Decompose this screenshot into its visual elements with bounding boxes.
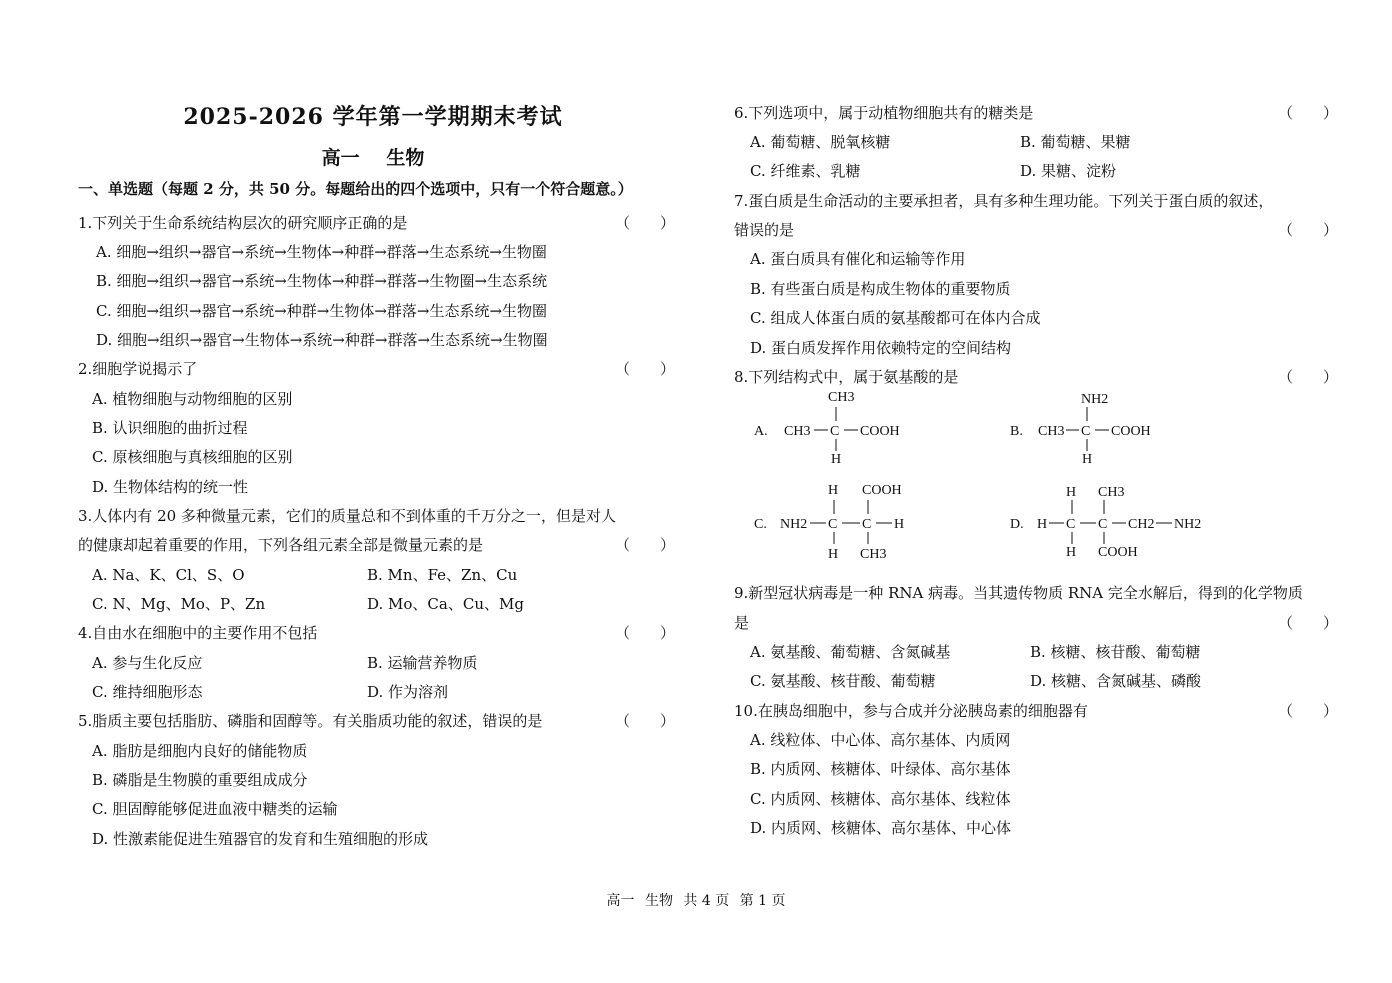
q8-b-center: C bbox=[1081, 424, 1091, 439]
q8-d-c2: C bbox=[1098, 517, 1108, 532]
exam-title: 2025-2026 学年第一学期期末考试 bbox=[183, 104, 563, 130]
footer-grade: 高一 bbox=[606, 893, 635, 909]
q1-option-a: A. 细胞→组织→器官→系统→生物体→种群→群落→生态系统→生物圈 bbox=[96, 243, 547, 261]
q9-stem-line1: 9.新型冠状病毒是一种 RNA 病毒。当其遗传物质 RNA 完全水解后，得到的化学物质 bbox=[734, 584, 1303, 602]
q8-answer-blank: （ ） bbox=[1278, 368, 1339, 386]
q2-stem: 2.细胞学说揭示了 bbox=[78, 360, 198, 378]
q10-option-c: C. 内质网、核糖体、高尔基体、线粒体 bbox=[750, 790, 1011, 808]
q4-option-b: B. 运输营养物质 bbox=[367, 654, 478, 672]
q8-b-bottom: H bbox=[1082, 452, 1093, 467]
q2-option-c: C. 原核细胞与真核细胞的区别 bbox=[92, 448, 293, 466]
q5-option-b: B. 磷脂是生物膜的重要组成成分 bbox=[92, 771, 308, 789]
q8-d-top1: H bbox=[1066, 485, 1077, 500]
q9-option-a: A. 氨基酸、葡萄糖、含氮碱基 bbox=[750, 643, 951, 661]
q1-option-d: D. 细胞→组织→器官→生物体→系统→种群→群落→生态系统→生物圈 bbox=[96, 331, 548, 349]
q5-option-d: D. 性激素能促进生殖器官的发育和生殖细胞的形成 bbox=[92, 830, 429, 848]
q8-b-left: CH3 bbox=[1038, 424, 1065, 439]
q8-b-right: COOH bbox=[1111, 424, 1151, 439]
page-footer bbox=[0, 890, 1392, 910]
q4-answer-blank: （ ） bbox=[615, 624, 676, 642]
q8-option-c-structure bbox=[750, 478, 950, 568]
q3-answer-blank: （ ） bbox=[615, 536, 676, 554]
q8-c-c1: C bbox=[828, 517, 838, 532]
q8-b-label: B. bbox=[1010, 424, 1023, 439]
q6-option-d: D. 果糖、淀粉 bbox=[1020, 162, 1117, 180]
q3-option-c: C. N、Mg、Mo、P、Zn bbox=[92, 595, 266, 613]
q10-option-b: B. 内质网、核糖体、叶绿体、高尔基体 bbox=[750, 760, 1011, 778]
q7-option-c: C. 组成人体蛋白质的氨基酸都可在体内合成 bbox=[750, 309, 1041, 327]
q9-option-c: C. 氨基酸、核苷酸、葡萄糖 bbox=[750, 672, 936, 690]
q2-option-d: D. 生物体结构的统一性 bbox=[92, 478, 249, 496]
q8-a-bottom: H bbox=[831, 452, 842, 467]
q8-option-d-structure bbox=[1006, 478, 1226, 568]
q3-option-a: A. Na、K、Cl、S、O bbox=[92, 566, 245, 584]
q8-c-right: H bbox=[894, 517, 905, 532]
q4-option-a: A. 参与生化反应 bbox=[92, 654, 203, 672]
q8-c-top1: H bbox=[828, 483, 839, 498]
q8-d-top2: CH3 bbox=[1098, 485, 1125, 500]
q1-answer-blank: （ ） bbox=[615, 214, 676, 232]
q7-option-a: A. 蛋白质具有催化和运输等作用 bbox=[750, 250, 966, 268]
q10-option-a: A. 线粒体、中心体、高尔基体、内质网 bbox=[750, 731, 1011, 749]
q6-answer-blank: （ ） bbox=[1278, 104, 1339, 122]
q6-option-b: B. 葡萄糖、果糖 bbox=[1020, 133, 1131, 151]
exam-grade: 高一 bbox=[321, 147, 360, 169]
q8-d-c1: C bbox=[1066, 517, 1076, 532]
q5-stem: 5.脂质主要包括脂肪、磷脂和固醇等。有关脂质功能的叙述，错误的是 bbox=[78, 712, 543, 730]
q8-c-left: NH2 bbox=[780, 517, 808, 532]
q3-option-d: D. Mo、Ca、Cu、Mg bbox=[367, 595, 524, 613]
q5-option-a: A. 脂肪是细胞内良好的储能物质 bbox=[92, 742, 308, 760]
footer-subject: 生物 bbox=[644, 893, 673, 909]
q6-option-c: C. 纤维素、乳糖 bbox=[750, 162, 861, 180]
q8-d-label: D. bbox=[1010, 517, 1024, 532]
q6-stem: 6.下列选项中，属于动植物细胞共有的糖类是 bbox=[734, 104, 1034, 122]
q7-answer-blank: （ ） bbox=[1278, 221, 1339, 239]
q8-a-top: CH3 bbox=[828, 390, 855, 405]
footer-page-number: 第 1 页 bbox=[739, 893, 786, 909]
q8-d-right: NH2 bbox=[1174, 517, 1202, 532]
q7-stem-line1: 7.蛋白质是生命活动的主要承担者，具有多种生理功能。下列关于蛋白质的叙述， bbox=[734, 192, 1274, 210]
q5-answer-blank: （ ） bbox=[615, 712, 676, 730]
q8-d-mid: CH2 bbox=[1128, 517, 1155, 532]
q8-stem: 8.下列结构式中，属于氨基酸的是 bbox=[734, 368, 959, 386]
q2-answer-blank: （ ） bbox=[615, 360, 676, 378]
exam-subject: 生物 bbox=[386, 147, 425, 169]
q7-option-d: D. 蛋白质发挥作用依赖特定的空间结构 bbox=[750, 339, 1012, 357]
q8-d-left: H bbox=[1037, 517, 1048, 532]
q5-option-c: C. 胆固醇能够促进血液中糖类的运输 bbox=[92, 800, 338, 818]
q1-option-c: C. 细胞→组织→器官→系统→种群→生物体→群落→生态系统→生物圈 bbox=[96, 302, 548, 320]
q8-c-bottom2: CH3 bbox=[860, 547, 887, 562]
q7-stem-line2: 错误的是 bbox=[734, 221, 795, 239]
q4-stem: 4.自由水在细胞中的主要作用不包括 bbox=[78, 624, 318, 642]
q8-option-a-structure bbox=[750, 385, 920, 470]
q8-option-b-structure bbox=[1006, 385, 1186, 470]
q1-option-b: B. 细胞→组织→器官→系统→生物体→种群→群落→生物圈→生态系统 bbox=[96, 272, 548, 290]
q1-stem: 1.下列关于生命系统结构层次的研究顺序正确的是 bbox=[78, 214, 408, 232]
q3-option-b: B. Mn、Fe、Zn、Cu bbox=[367, 566, 518, 584]
q9-stem-line2: 是 bbox=[734, 614, 750, 632]
q8-a-right: COOH bbox=[860, 424, 900, 439]
q8-c-bottom1: H bbox=[828, 547, 839, 562]
q9-answer-blank: （ ） bbox=[1278, 614, 1339, 632]
footer-total-pages: 共 4 页 bbox=[683, 893, 730, 909]
q2-option-a: A. 植物细胞与动物细胞的区别 bbox=[92, 390, 293, 408]
q3-stem-line2: 的健康却起着重要的作用，下列各组元素全部是微量元素的是 bbox=[78, 536, 484, 554]
q8-b-top: NH2 bbox=[1081, 392, 1109, 407]
q8-c-top2: COOH bbox=[862, 483, 902, 498]
q8-a-center: C bbox=[830, 424, 840, 439]
q8-d-bottom2: COOH bbox=[1098, 545, 1138, 560]
section-heading: 一、单选题（每题 2 分，共 50 分。每题给出的四个选项中，只有一个符合题意。） bbox=[78, 180, 633, 198]
q10-answer-blank: （ ） bbox=[1278, 702, 1339, 720]
q8-a-left: CH3 bbox=[784, 424, 811, 439]
q7-option-b: B. 有些蛋白质是构成生物体的重要物质 bbox=[750, 280, 1011, 298]
q3-stem-line1: 3.人体内有 20 多种微量元素，它们的质量总和不到体重的千万分之一，但是对人 bbox=[78, 507, 616, 525]
q8-c-label: C. bbox=[754, 517, 767, 532]
exam-subtitle bbox=[78, 143, 668, 170]
q4-option-c: C. 维持细胞形态 bbox=[92, 683, 203, 701]
q10-stem: 10.在胰岛细胞中，参与合成并分泌胰岛素的细胞器有 bbox=[734, 702, 1088, 720]
q8-d-bottom1: H bbox=[1066, 545, 1077, 560]
q8-a-label: A. bbox=[754, 424, 768, 439]
q6-option-a: A. 葡萄糖、脱氧核糖 bbox=[750, 133, 891, 151]
q8-c-c2: C bbox=[862, 517, 872, 532]
q9-option-b: B. 核糖、核苷酸、葡萄糖 bbox=[1030, 643, 1201, 661]
q4-option-d: D. 作为溶剂 bbox=[367, 683, 449, 701]
q10-option-d: D. 内质网、核糖体、高尔基体、中心体 bbox=[750, 819, 1012, 837]
q9-option-d: D. 核糖、含氮碱基、磷酸 bbox=[1030, 672, 1202, 690]
q2-option-b: B. 认识细胞的曲折过程 bbox=[92, 419, 248, 437]
